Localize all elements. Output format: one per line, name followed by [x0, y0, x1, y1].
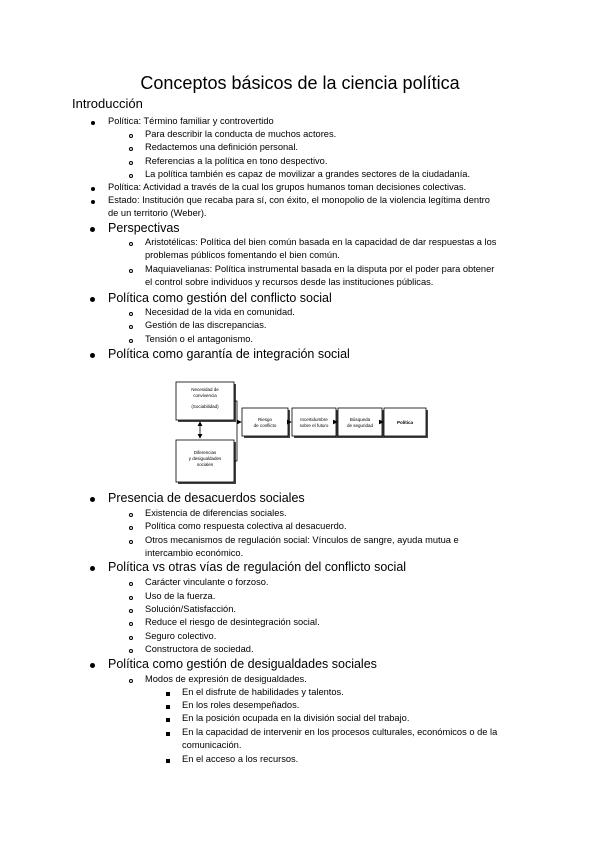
list-item-continuation: problemas públicos fomentando el bien común.: [145, 250, 340, 260]
bullet: [129, 242, 133, 246]
diagram-label: y desigualdades: [188, 456, 222, 461]
list-item-continuation: el control sobre individuos y recursos desde las instituciones públicas.: [145, 277, 434, 287]
diagram-label: Búsqueda: [349, 417, 371, 422]
bullet: [166, 732, 170, 736]
bullet: [129, 325, 133, 329]
box-incertidumbre: [292, 408, 336, 436]
bullet: [90, 663, 95, 668]
box-busqueda-seguridad: [338, 408, 382, 436]
list-item: Política: Actividad a través de la cual los grupos humanos toman decisiones colectivas.: [108, 182, 467, 192]
bullet: [129, 622, 133, 626]
list-item: Otros mecanismos de regulación social: Vínculos de sangre, ayuda mutua e: [145, 535, 459, 545]
list-item: Existencia de diferencias sociales.: [145, 508, 287, 518]
bullet: [166, 718, 170, 722]
bullet: [91, 121, 95, 125]
bullet: [90, 497, 95, 502]
list-item: En la posición ocupada en la división social del trabajo.: [182, 713, 410, 723]
page-title: Conceptos básicos de la ciencia política: [140, 73, 460, 93]
bullet: [166, 692, 170, 696]
bullet: [129, 649, 133, 653]
list-item: En la capacidad de intervenir en los procesos culturales, económicos o de la: [182, 727, 498, 737]
diagram-label: Política: [396, 420, 414, 425]
bullet: [129, 636, 133, 640]
list-item: Aristotélicas: Política del bien común basada en la capacidad de dar respuestas a los: [145, 237, 497, 247]
diagram-label: de seguridad: [346, 423, 374, 428]
bullet: [90, 227, 95, 232]
diagram-label: sobre el futuro: [299, 423, 329, 428]
list-item: En el acceso a los recursos.: [182, 754, 299, 764]
list-item: En el disfrute de habilidades y talentos.: [182, 687, 344, 697]
bullet: [129, 582, 133, 586]
bullet: [129, 339, 133, 343]
section-perspectivas: Perspectivas: [108, 221, 180, 235]
diagram-label: (Sociabilidad): [191, 404, 219, 409]
section-desigualdades: Política como gestión de desigualdades sociales: [108, 657, 377, 671]
bullet: [129, 147, 133, 151]
bullet: [129, 540, 133, 544]
list-item: Referencias a la política en tono despectivo.: [145, 156, 328, 166]
list-item: Solución/Satisfacción.: [145, 604, 236, 614]
bullet: [166, 759, 170, 763]
list-item: Necesidad de la vida en comunidad.: [145, 307, 295, 317]
list-item: Para describir la conducta de muchos actores.: [145, 129, 337, 139]
bullet: [90, 353, 95, 358]
list-item-continuation: comunicación.: [182, 740, 242, 750]
diagram-label: convivencia: [193, 393, 217, 398]
bullet: [129, 134, 133, 138]
list-item: En los roles desempeñados.: [182, 700, 300, 710]
list-item: Uso de la fuerza.: [145, 591, 216, 601]
list-item: La política también es capaz de movilizar a grandes sectores de la ciudadanía.: [145, 169, 471, 179]
bullet: [129, 596, 133, 600]
bullet: [129, 513, 133, 517]
diagram-label: de conflicto: [253, 423, 277, 428]
section-gestion-conflicto: Política como gestión del conflicto social: [108, 291, 332, 305]
diagram-label: Incertidumbre: [300, 417, 328, 422]
list-item: Seguro colectivo.: [145, 631, 217, 641]
bullet: [129, 679, 133, 683]
bullet: [90, 566, 95, 571]
list-item: Tensión o el antagonismo.: [145, 334, 254, 344]
bullet: [91, 187, 95, 191]
bullet: [129, 161, 133, 165]
list-item: Carácter vinculante o forzoso.: [145, 577, 269, 587]
section-otras-vias: Política vs otras vías de regulación del conflicto social: [108, 560, 407, 574]
bullet: [166, 705, 170, 709]
diagram-label: sociales: [196, 462, 214, 467]
list-item: Política como respuesta colectiva al desacuerdo.: [145, 521, 347, 531]
bullet: [129, 609, 133, 613]
bullet: [91, 200, 95, 204]
list-item: Constructora de sociedad.: [145, 644, 254, 654]
list-item: Política: Término familiar y controvertido: [108, 116, 274, 126]
list-item-continuation: intercambio económico.: [145, 548, 244, 558]
list-item: Maquiavelianas: Política instrumental basada en la disputa por el poder para obtener: [145, 264, 495, 274]
box-riesgo-conflicto: [242, 408, 288, 436]
box-diferencias: [176, 440, 234, 482]
list-item: Gestión de las discrepancias.: [145, 320, 267, 330]
list-item-continuation: de un territorio (Weber).: [108, 208, 207, 218]
bullet: [129, 269, 133, 273]
section-integracion: Política como garantía de integración social: [108, 347, 350, 361]
bullet: [129, 174, 133, 178]
bullet: [129, 526, 133, 530]
list-item: Reduce el riesgo de desintegración social.: [145, 617, 320, 627]
section-heading-introduccion: Introducción: [72, 96, 143, 111]
section-desacuerdos: Presencia de desacuerdos sociales: [108, 491, 305, 505]
list-item: Estado: Institución que recaba para sí, con éxito, el monopolio de la violencia legítima dentro: [108, 195, 490, 205]
integration-diagram: [174, 378, 428, 484]
diagram-label: Riesgo: [257, 417, 273, 422]
diagram-label: Diferencias: [193, 450, 217, 455]
list-item: Redactemos una definición personal.: [145, 142, 298, 152]
bullet: [90, 297, 95, 302]
bullet: [129, 312, 133, 316]
diagram-label: Necesidad de: [191, 387, 219, 392]
list-item: Modos de expresión de desigualdades.: [145, 674, 307, 684]
